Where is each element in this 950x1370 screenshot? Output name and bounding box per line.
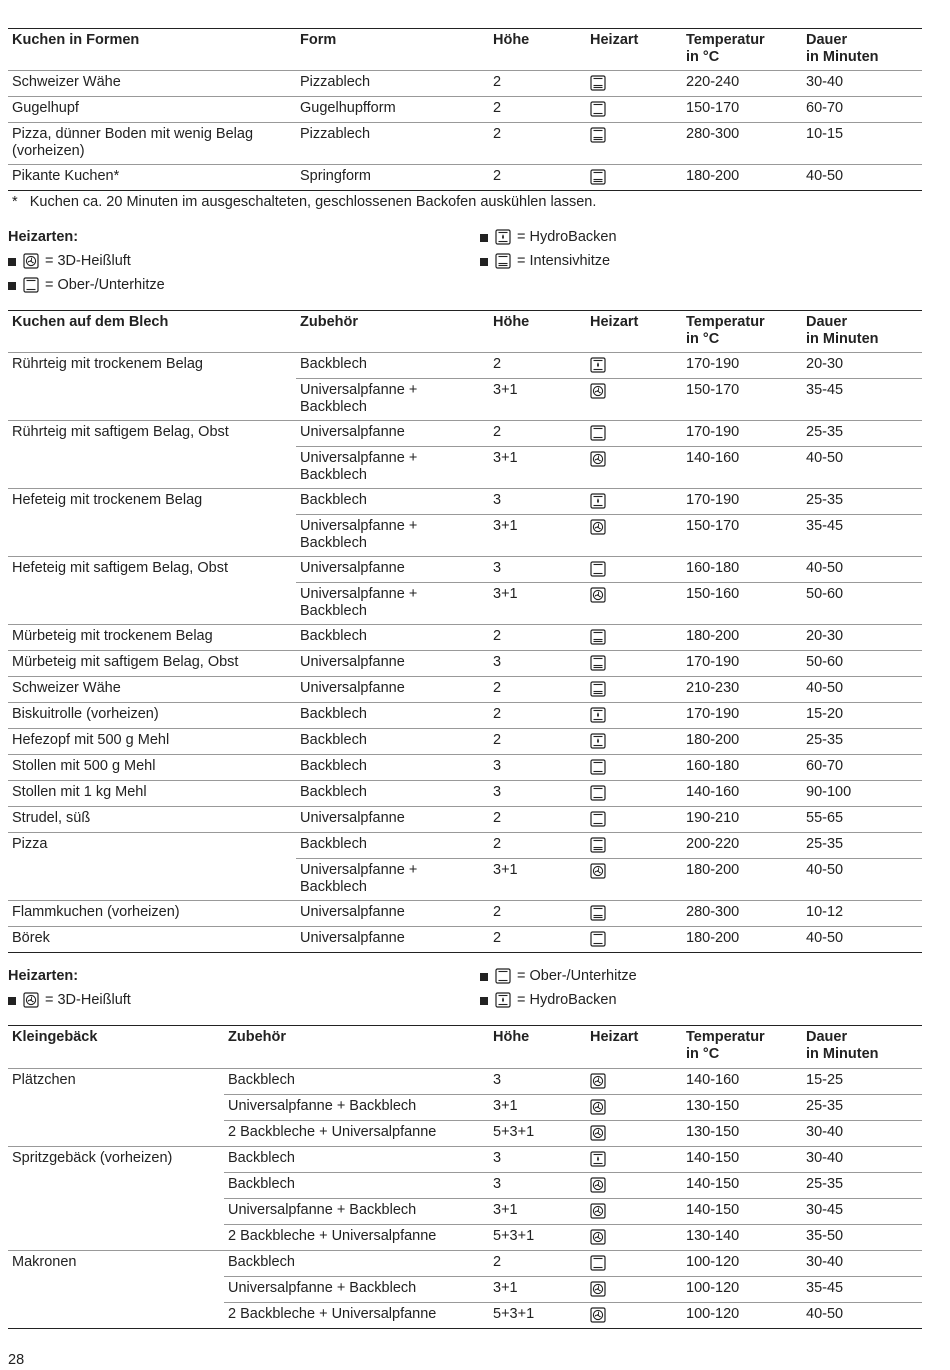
duration: 40-50: [806, 560, 844, 576]
recipe-name: Plätzchen: [12, 1072, 76, 1088]
shelf-level: 2: [493, 680, 502, 696]
row-rule: [8, 488, 922, 489]
table2-header-name: Kuchen auf dem Blech: [12, 314, 169, 330]
shelf-level: 2: [493, 1254, 502, 1270]
legend-label: = Ober-/Unterhitze: [517, 967, 637, 984]
row-rule: [8, 728, 922, 729]
3d-hot-air-icon: [590, 383, 606, 399]
top-bottom-heat-icon: [590, 811, 606, 827]
accessory: Universalpfanne + Backblech: [228, 1280, 417, 1296]
table3-header-rule: [8, 1068, 922, 1069]
shelf-level: 3+1: [493, 1202, 518, 1218]
temperature: 180-200: [686, 732, 740, 748]
temperature: 130-150: [686, 1124, 740, 1140]
duration: 10-12: [806, 904, 844, 920]
duration: 60-70: [806, 100, 844, 116]
shelf-level: 3: [493, 1150, 502, 1166]
duration: 40-50: [806, 168, 844, 184]
table3-header-heating: Heizart: [590, 1029, 639, 1045]
temperature: 160-180: [686, 758, 740, 774]
accessory: Universalpfanne: [300, 680, 405, 696]
footnote: * Kuchen ca. 20 Minuten im ausgeschalteten, geschlossenen Backofen auskühlen lassen.: [12, 194, 597, 210]
table2-top-rule: [8, 310, 922, 311]
shelf-level: 5+3+1: [493, 1228, 535, 1244]
shelf-level: 2: [493, 810, 502, 826]
3d-hot-air-icon: [590, 1099, 606, 1115]
legend-label: = HydroBacken: [517, 228, 617, 245]
accessory: Backblech: [228, 1176, 295, 1192]
3d-hot-air-icon: [590, 451, 606, 467]
temperature: 170-190: [686, 654, 740, 670]
legend-bullet: [8, 258, 16, 266]
row-rule: [8, 702, 922, 703]
top-bottom-heat-icon: [590, 785, 606, 801]
temperature: 170-190: [686, 424, 740, 440]
duration: 90-100: [806, 784, 852, 800]
shelf-level: 2: [493, 126, 502, 142]
legend-label: = Intensivhitze: [517, 252, 611, 269]
table1-header-temperature: Temperatur in °C: [686, 32, 765, 65]
row-rule: [296, 582, 922, 583]
legend-bullet: [8, 997, 16, 1005]
shelf-level: 3+1: [493, 382, 518, 398]
accessory: 2 Backbleche + Universalpfanne: [228, 1306, 437, 1322]
row-rule: [8, 832, 922, 833]
row-rule: [224, 1302, 922, 1303]
accessory: Universalpfanne + Backblech: [228, 1202, 417, 1218]
top-bottom-heat-icon: [590, 561, 606, 577]
table1-header-name: Kuchen in Formen: [12, 32, 140, 48]
recipe-name: Schweizer Wähe: [12, 74, 121, 90]
duration: 20-30: [806, 356, 844, 372]
row-rule: [8, 754, 922, 755]
recipe-name: Hefeteig mit trockenem Belag: [12, 492, 203, 508]
legend-label: = HydroBacken: [517, 991, 617, 1008]
3d-hot-air-icon: [590, 519, 606, 535]
row-rule: [296, 858, 922, 859]
accessory: Universalpfanne + Backblech: [300, 862, 418, 895]
row-rule: [224, 1120, 922, 1121]
duration: 55-65: [806, 810, 844, 826]
duration: 10-15: [806, 126, 844, 142]
temperature: 210-230: [686, 680, 740, 696]
legend-label: = Ober-/Unterhitze: [45, 276, 165, 293]
legend-bullet: [480, 234, 488, 242]
duration: 30-40: [806, 1124, 844, 1140]
row-rule: [8, 1250, 922, 1251]
temperature: 150-170: [686, 100, 740, 116]
accessory: Universalpfanne: [300, 654, 405, 670]
accessory: Universalpfanne + Backblech: [228, 1098, 417, 1114]
temperature: 280-300: [686, 126, 740, 142]
page-number: 28: [8, 1352, 25, 1368]
row-rule: [8, 556, 922, 557]
temperature: 140-160: [686, 784, 740, 800]
3d-hot-air-icon: [590, 1281, 606, 1297]
recipe-name: Pizza, dünner Boden mit wenig Belag (vorheizen): [12, 126, 254, 159]
recipe-name: Stollen mit 500 g Mehl: [12, 758, 156, 774]
shelf-level: 2: [493, 424, 502, 440]
duration: 35-45: [806, 382, 844, 398]
recipe-name: Biskuitrolle (vorheizen): [12, 706, 159, 722]
temperature: 170-190: [686, 706, 740, 722]
recipe-name: Gugelhupf: [12, 100, 79, 116]
duration: 40-50: [806, 450, 844, 466]
recipe-name: Pikante Kuchen*: [12, 168, 120, 184]
temperature: 140-150: [686, 1202, 740, 1218]
row-rule: [8, 96, 922, 97]
table2-header-level: Höhe: [493, 314, 530, 330]
top-bottom-heat-icon: [590, 101, 606, 117]
accessory: Universalpfanne + Backblech: [300, 450, 418, 483]
table3-header-temperature: Temperatur in °C: [686, 1029, 765, 1062]
temperature: 150-170: [686, 382, 740, 398]
row-rule: [8, 676, 922, 677]
duration: 50-60: [806, 654, 844, 670]
temperature: 150-160: [686, 586, 740, 602]
row-rule: [8, 650, 922, 651]
recipe-name: Rührteig mit saftigem Belag, Obst: [12, 424, 229, 440]
intensive-heat-icon: [495, 253, 511, 269]
intensive-heat-icon: [590, 905, 606, 921]
accessory: Backblech: [228, 1150, 295, 1166]
shelf-level: 2: [493, 732, 502, 748]
shelf-level: 3+1: [493, 450, 518, 466]
accessory: Backblech: [228, 1072, 295, 1088]
recipe-name: Strudel, süß: [12, 810, 91, 826]
temperature: 130-140: [686, 1228, 740, 1244]
top-bottom-heat-icon: [590, 759, 606, 775]
accessory: Backblech: [300, 492, 367, 508]
legend-bullet: [480, 997, 488, 1005]
accessory: Backblech: [300, 706, 367, 722]
duration: 60-70: [806, 758, 844, 774]
3d-hot-air-icon: [590, 587, 606, 603]
row-rule: [296, 514, 922, 515]
intensive-heat-icon: [590, 75, 606, 91]
3d-hot-air-icon: [590, 1125, 606, 1141]
temperature: 200-220: [686, 836, 740, 852]
accessory: 2 Backbleche + Universalpfanne: [228, 1228, 437, 1244]
accessory: Backblech: [300, 784, 367, 800]
3d-hot-air-icon: [23, 253, 39, 269]
accessory: Backblech: [228, 1254, 295, 1270]
temperature: 140-150: [686, 1176, 740, 1192]
shelf-level: 3: [493, 758, 502, 774]
accessory: Backblech: [300, 836, 367, 852]
shelf-level: 3: [493, 1072, 502, 1088]
recipe-name: Mürbeteig mit trockenem Belag: [12, 628, 213, 644]
table1-header-duration: Dauer in Minuten: [806, 32, 879, 65]
duration: 40-50: [806, 1306, 844, 1322]
legend-bullet: [8, 282, 16, 290]
shelf-level: 3: [493, 492, 502, 508]
recipe-name: Makronen: [12, 1254, 77, 1270]
row-rule: [296, 446, 922, 447]
table2-header-temperature: Temperatur in °C: [686, 314, 765, 347]
accessory: Universalpfanne + Backblech: [300, 586, 418, 619]
duration: 25-35: [806, 492, 844, 508]
3d-hot-air-icon: [590, 1229, 606, 1245]
duration: 25-35: [806, 732, 844, 748]
recipe-name: Rührteig mit trockenem Belag: [12, 356, 203, 372]
intensive-heat-icon: [590, 169, 606, 185]
row-rule: [224, 1172, 922, 1173]
legend-bullet: [480, 258, 488, 266]
3d-hot-air-icon: [590, 1307, 606, 1323]
accessory: Universalpfanne + Backblech: [300, 518, 418, 551]
3d-hot-air-icon: [590, 1073, 606, 1089]
table1-header-heating: Heizart: [590, 32, 639, 48]
accessory: 2 Backbleche + Universalpfanne: [228, 1124, 437, 1140]
duration: 30-45: [806, 1202, 844, 1218]
table3-header-level: Höhe: [493, 1029, 530, 1045]
recipe-name: Schweizer Wähe: [12, 680, 121, 696]
recipe-name: Hefeteig mit saftigem Belag, Obst: [12, 560, 228, 576]
table3-bottom-rule: [8, 1328, 922, 1329]
accessory: Backblech: [300, 732, 367, 748]
table1-bottom-rule: [8, 190, 922, 191]
3d-hot-air-icon: [23, 992, 39, 1008]
row-rule: [224, 1094, 922, 1095]
row-rule: [8, 624, 922, 625]
temperature: 160-180: [686, 560, 740, 576]
shelf-level: 2: [493, 628, 502, 644]
temperature: 180-200: [686, 930, 740, 946]
table3-header-accessory: Zubehör: [228, 1029, 286, 1045]
accessory: Universalpfanne: [300, 930, 405, 946]
shelf-level: 3+1: [493, 518, 518, 534]
temperature: 100-120: [686, 1254, 740, 1270]
recipe-name: Spritzgebäck (vorheizen): [12, 1150, 173, 1166]
shelf-level: 3: [493, 654, 502, 670]
accessory: Universalpfanne: [300, 560, 405, 576]
hydro-baking-icon: [590, 1151, 606, 1167]
legend-title: Heizarten:: [8, 229, 79, 245]
accessory: Universalpfanne: [300, 424, 405, 440]
row-rule: [8, 926, 922, 927]
table3-top-rule: [8, 1025, 922, 1026]
duration: 40-50: [806, 930, 844, 946]
intensive-heat-icon: [590, 629, 606, 645]
shelf-level: 5+3+1: [493, 1306, 535, 1322]
accessory: Universalpfanne: [300, 810, 405, 826]
hydro-baking-icon: [590, 357, 606, 373]
row-rule: [224, 1198, 922, 1199]
shelf-level: 2: [493, 100, 502, 116]
duration: 35-45: [806, 518, 844, 534]
shelf-level: 3: [493, 1176, 502, 1192]
duration: 25-35: [806, 1176, 844, 1192]
temperature: 140-160: [686, 1072, 740, 1088]
row-rule: [224, 1276, 922, 1277]
temperature: 100-120: [686, 1306, 740, 1322]
duration: 50-60: [806, 586, 844, 602]
top-bottom-heat-icon: [495, 968, 511, 984]
row-rule: [8, 780, 922, 781]
top-bottom-heat-icon: [590, 1255, 606, 1271]
accessory: Universalpfanne + Backblech: [300, 382, 418, 415]
table2-header-accessory: Zubehör: [300, 314, 358, 330]
duration: 25-35: [806, 424, 844, 440]
duration: 25-35: [806, 836, 844, 852]
row-rule: [8, 122, 922, 123]
row-rule: [8, 420, 922, 421]
temperature: 220-240: [686, 74, 740, 90]
row-rule: [296, 378, 922, 379]
table2-header-heating: Heizart: [590, 314, 639, 330]
accessory: Pizzablech: [300, 126, 371, 142]
row-rule: [8, 806, 922, 807]
shelf-level: 2: [493, 74, 502, 90]
temperature: 280-300: [686, 904, 740, 920]
accessory: Springform: [300, 168, 371, 184]
accessory: Backblech: [300, 758, 367, 774]
intensive-heat-icon: [590, 655, 606, 671]
hydro-baking-icon: [590, 493, 606, 509]
intensive-heat-icon: [590, 681, 606, 697]
duration: 40-50: [806, 862, 844, 878]
duration: 25-35: [806, 1098, 844, 1114]
table1-header-accessory: Form: [300, 32, 337, 48]
table2-bottom-rule: [8, 952, 922, 953]
shelf-level: 2: [493, 356, 502, 372]
table3-header-name: Kleingebäck: [12, 1029, 98, 1045]
accessory: Backblech: [300, 628, 367, 644]
legend-label: = 3D-Heißluft: [45, 991, 131, 1008]
table1-top-rule: [8, 28, 922, 29]
legend-bullet: [480, 973, 488, 981]
hydro-baking-icon: [590, 707, 606, 723]
shelf-level: 3: [493, 560, 502, 576]
top-bottom-heat-icon: [590, 425, 606, 441]
shelf-level: 5+3+1: [493, 1124, 535, 1140]
row-rule: [224, 1224, 922, 1225]
table3-header-duration: Dauer in Minuten: [806, 1029, 879, 1062]
temperature: 170-190: [686, 356, 740, 372]
duration: 30-40: [806, 1254, 844, 1270]
table1-header-level: Höhe: [493, 32, 530, 48]
shelf-level: 3+1: [493, 1280, 518, 1296]
shelf-level: 3+1: [493, 1098, 518, 1114]
accessory: Universalpfanne: [300, 904, 405, 920]
accessory: Backblech: [300, 356, 367, 372]
intensive-heat-icon: [590, 837, 606, 853]
hydro-baking-icon: [590, 733, 606, 749]
duration: 15-25: [806, 1072, 844, 1088]
duration: 40-50: [806, 680, 844, 696]
temperature: 100-120: [686, 1280, 740, 1296]
accessory: Gugelhupfform: [300, 100, 396, 116]
shelf-level: 3: [493, 784, 502, 800]
temperature: 180-200: [686, 168, 740, 184]
row-rule: [8, 164, 922, 165]
accessory: Pizzablech: [300, 74, 371, 90]
table2-header-duration: Dauer in Minuten: [806, 314, 879, 347]
recipe-name: Börek: [12, 930, 50, 946]
temperature: 180-200: [686, 862, 740, 878]
shelf-level: 2: [493, 706, 502, 722]
3d-hot-air-icon: [590, 1177, 606, 1193]
hydro-baking-icon: [495, 229, 511, 245]
shelf-level: 2: [493, 904, 502, 920]
legend-label: = 3D-Heißluft: [45, 252, 131, 269]
recipe-name: Pizza: [12, 836, 48, 852]
hydro-baking-icon: [495, 992, 511, 1008]
table2-header-rule: [8, 352, 922, 353]
duration: 30-40: [806, 1150, 844, 1166]
top-bottom-heat-icon: [23, 277, 39, 293]
row-rule: [8, 1146, 922, 1147]
top-bottom-heat-icon: [590, 931, 606, 947]
duration: 20-30: [806, 628, 844, 644]
shelf-level: 3+1: [493, 586, 518, 602]
recipe-name: Stollen mit 1 kg Mehl: [12, 784, 147, 800]
duration: 30-40: [806, 74, 844, 90]
shelf-level: 2: [493, 930, 502, 946]
row-rule: [8, 900, 922, 901]
duration: 35-45: [806, 1280, 844, 1296]
3d-hot-air-icon: [590, 863, 606, 879]
temperature: 130-150: [686, 1098, 740, 1114]
temperature: 150-170: [686, 518, 740, 534]
shelf-level: 3+1: [493, 862, 518, 878]
recipe-name: Flammkuchen (vorheizen): [12, 904, 180, 920]
intensive-heat-icon: [590, 127, 606, 143]
recipe-name: Mürbeteig mit saftigem Belag, Obst: [12, 654, 239, 670]
shelf-level: 2: [493, 836, 502, 852]
table1-header-rule: [8, 70, 922, 71]
recipe-name: Hefezopf mit 500 g Mehl: [12, 732, 170, 748]
temperature: 170-190: [686, 492, 740, 508]
3d-hot-air-icon: [590, 1203, 606, 1219]
temperature: 190-210: [686, 810, 740, 826]
temperature: 140-160: [686, 450, 740, 466]
temperature: 180-200: [686, 628, 740, 644]
duration: 35-50: [806, 1228, 844, 1244]
legend-title: Heizarten:: [8, 968, 79, 984]
shelf-level: 2: [493, 168, 502, 184]
duration: 15-20: [806, 706, 844, 722]
temperature: 140-150: [686, 1150, 740, 1166]
